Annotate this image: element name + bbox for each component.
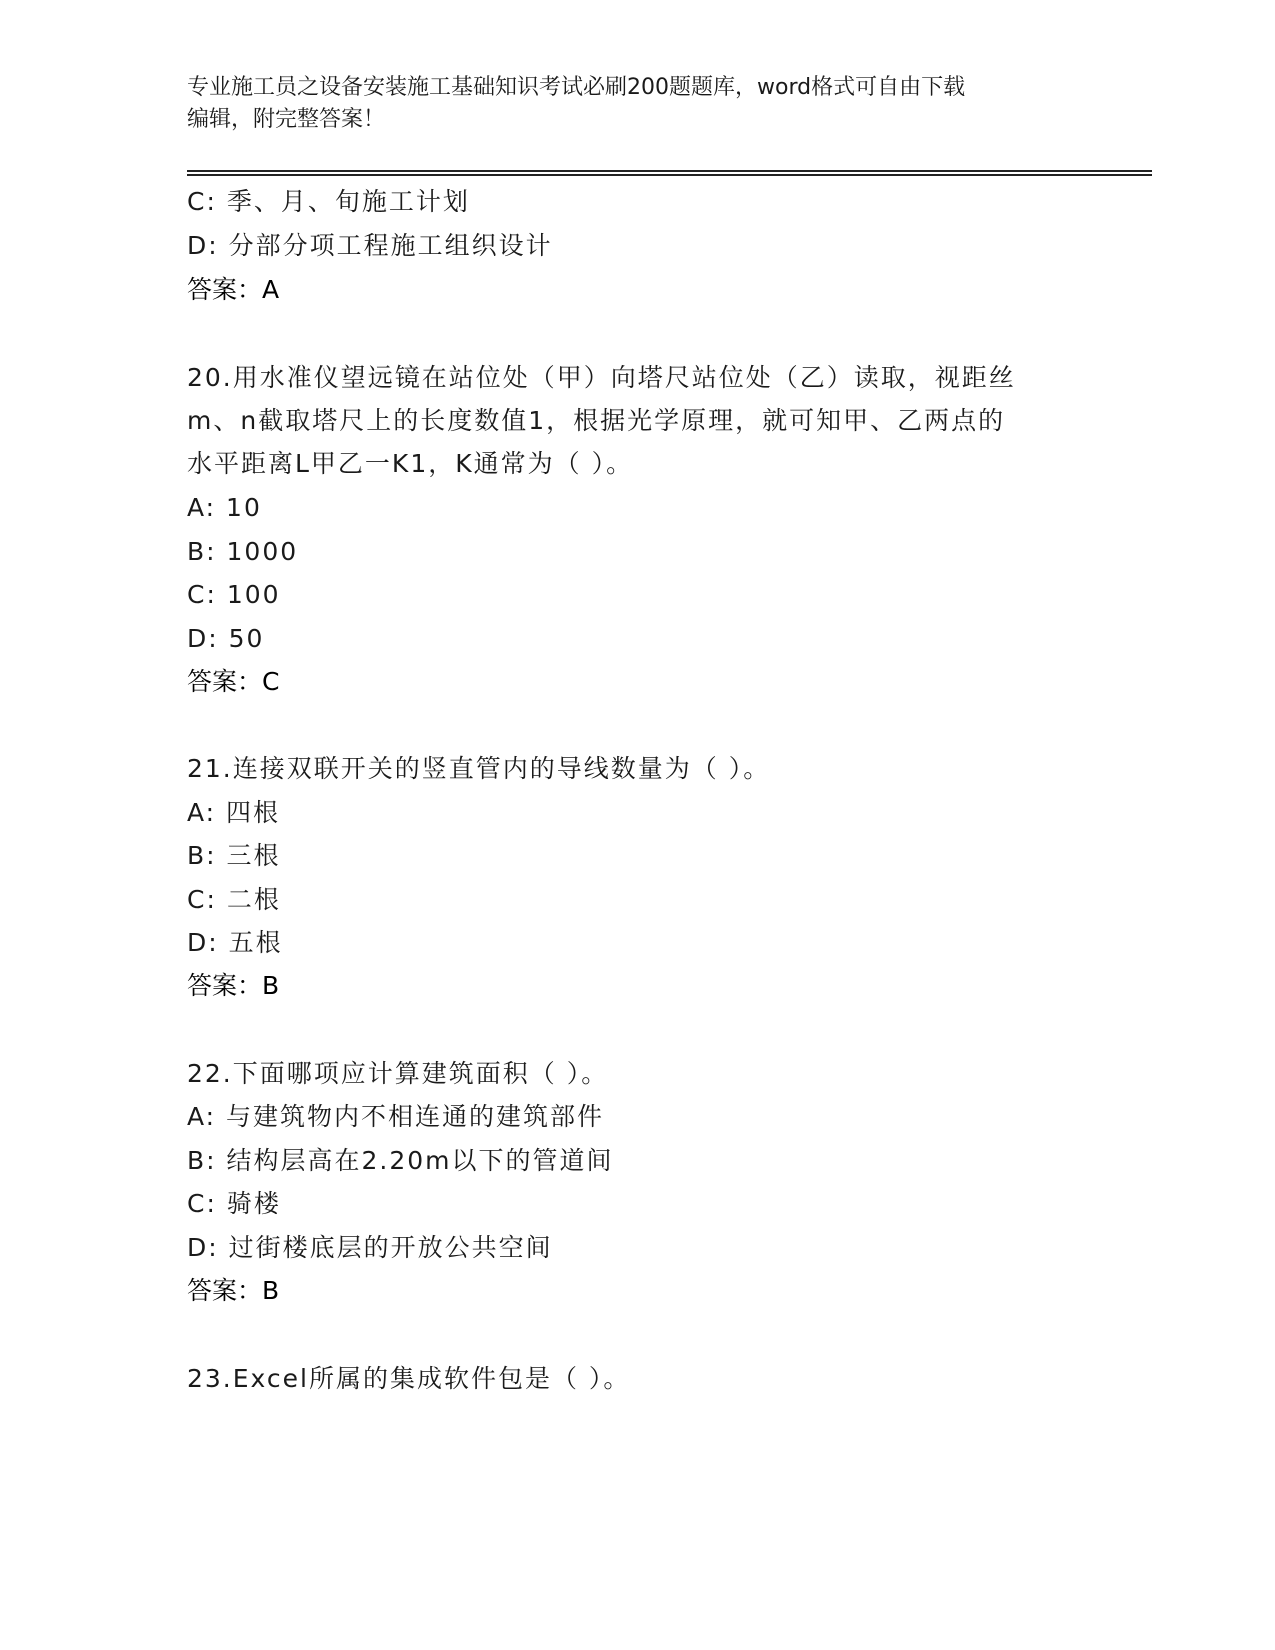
q22-option-a: A: 与建筑物内不相连通的建筑部件 [187, 1102, 605, 1131]
q20-text-line-1: 20.用水准仪望远镜在站位处（甲）向塔尺站位处（乙）读取，视距丝 [187, 363, 1016, 392]
q20-option-c: C: 100 [187, 580, 281, 609]
q21-option-a: A: 四根 [187, 798, 281, 827]
q20-text-line-3: 水平距离L甲乙一K1，K通常为（ ）。 [187, 449, 634, 478]
q22-text-line-1: 22.下面哪项应计算建筑面积（ ）。 [187, 1059, 609, 1088]
q22-option-b: B: 结构层高在2.20m以下的管道间 [187, 1146, 614, 1175]
prev-answer: 答案：A [187, 275, 280, 304]
q21-option-c: C: 二根 [187, 885, 281, 914]
header-rule-bottom [187, 174, 1152, 176]
q21-text-line-1: 21.连接双联开关的竖直管内的导线数量为（ ）。 [187, 754, 771, 783]
q20-option-a: A: 10 [187, 493, 262, 522]
prev-option-d: D: 分部分项工程施工组织设计 [187, 231, 553, 260]
q22-answer: 答案：B [187, 1276, 280, 1305]
document-title-line-1: 专业施工员之设备安装施工基础知识考试必刷200题题库，word格式可自由下载 [187, 75, 966, 100]
q22-option-d: D: 过街楼底层的开放公共空间 [187, 1233, 553, 1262]
q20-answer: 答案：C [187, 667, 280, 696]
q22-option-c: C: 骑楼 [187, 1189, 281, 1218]
q20-text-line-2: m、n截取塔尺上的长度数值1，根据光学原理，就可知甲、乙两点的 [187, 406, 1006, 435]
q20-option-b: B: 1000 [187, 537, 299, 566]
prev-option-c: C: 季、月、旬施工计划 [187, 187, 470, 216]
header-rule-top [187, 170, 1152, 172]
q21-option-d: D: 五根 [187, 928, 283, 957]
q23-text-line-1: 23.Excel所属的集成软件包是（ ）。 [187, 1364, 631, 1393]
q20-option-d: D: 50 [187, 624, 265, 653]
document-title-line-2: 编辑，附完整答案！ [187, 107, 386, 132]
q21-option-b: B: 三根 [187, 841, 281, 870]
q21-answer: 答案：B [187, 971, 280, 1000]
